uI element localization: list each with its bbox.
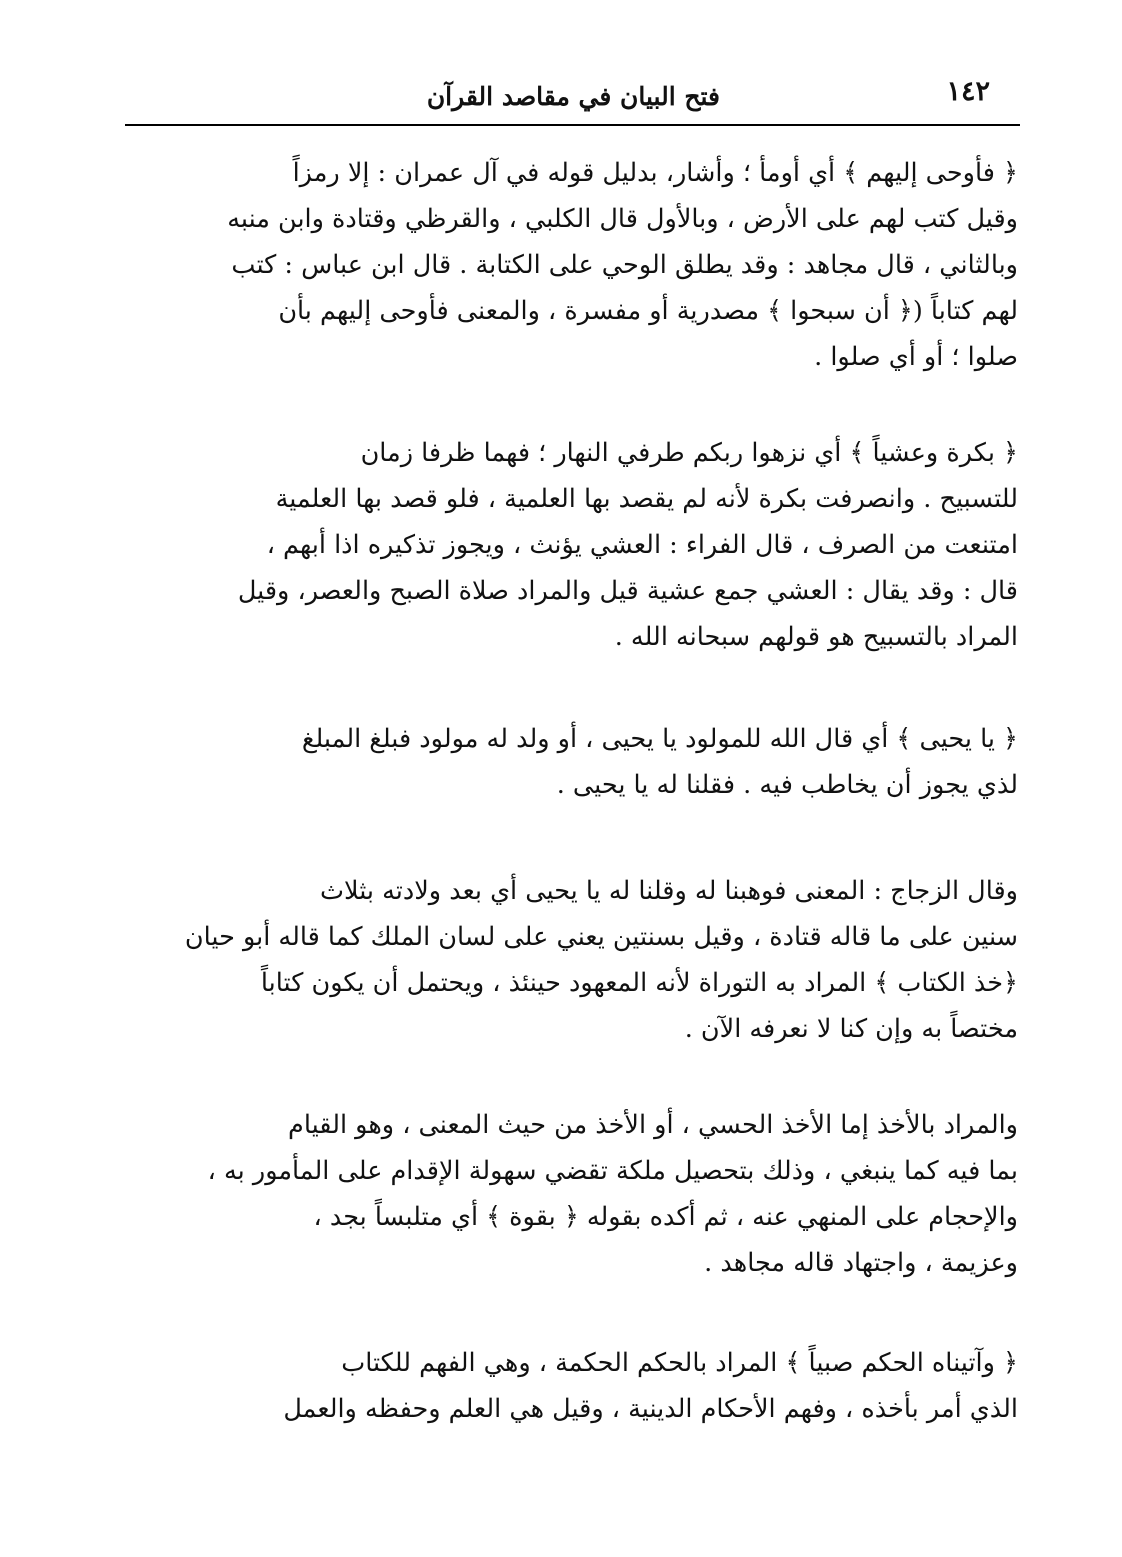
text-line: وقيل كتب لهم على الأرض ، وبالأول قال الكلبي ، والقرظي وقتادة وابن منبه: [227, 204, 1018, 234]
paragraph: [128, 716, 1018, 808]
text-line: قال : وقد يقال : العشي جمع عشية قيل والمراد صلاة الصبح والعصر، وقيل: [237, 576, 1018, 606]
paragraph: [128, 1340, 1018, 1432]
paragraph: [128, 1102, 1018, 1286]
text-line: لذي يجوز أن يخاطب فيه . فقلنا له يا يحيى .: [556, 770, 1018, 800]
text-line: لهم كتاباً (﴿ أن سبحوا ﴾ مصدرية أو مفسرة ، والمعنى فأوحى إليهم بأن: [278, 296, 1018, 326]
header-rule: [125, 124, 1020, 126]
text-line: بما فيه كما ينبغي ، وذلك بتحصيل ملكة تقضي سهولة الإقدام على المأمور به ،: [207, 1156, 1018, 1186]
paragraph: [128, 868, 1018, 1052]
text-line: وقال الزجاج : المعنى فوهبنا له وقلنا له يا يحيى أي بعد ولادته بثلاث: [320, 876, 1018, 906]
text-line: الذي أمر بأخذه ، وفهم الأحكام الدينية ، وقيل هي العلم وحفظه والعمل: [283, 1394, 1018, 1424]
page-body: [128, 150, 1018, 1432]
text-line: امتنعت من الصرف ، قال الفراء : العشي يؤنث ، ويجوز تذكيره اذا أبهم ،: [266, 530, 1018, 560]
text-line: سنين على ما قاله قتادة ، وقيل بسنتين يعني على لسان الملك كما قاله أبو حيان: [184, 922, 1018, 952]
text-line: وعزيمة ، واجتهاد قاله مجاهد .: [704, 1248, 1018, 1278]
text-line: وبالثاني ، قال مجاهد : وقد يطلق الوحي على الكتابة . قال ابن عباس : كتب: [231, 250, 1018, 280]
text-line: والإحجام على المنهي عنه ، ثم أكده بقوله ﴿ بقوة ﴾ أي متلبساً بجد ،: [313, 1202, 1018, 1232]
text-line: ﴿ يا يحيى ﴾ أي قال الله للمولود يا يحيى ، أو ولد له مولود فبلغ المبلغ: [301, 724, 1018, 754]
book-title: فتح البيان في مقاصد القرآن: [426, 82, 720, 111]
text-line: ﴿خذ الكتاب ﴾ المراد به التوراة لأنه المعهود حينئذ ، ويحتمل أن يكون كتاباً: [260, 968, 1018, 998]
text-line: للتسبيح . وانصرفت بكرة لأنه لم يقصد بها العلمية ، فلو قصد بها العلمية: [275, 484, 1018, 514]
text-line: ﴿ بكرة وعشياً ﴾ أي نزهوا ربكم طرفي النهار ؛ فهما ظرفا زمان: [360, 438, 1018, 468]
text-line: مختصاً به وإن كنا لا نعرفه الآن .: [684, 1014, 1018, 1044]
paragraph: [128, 430, 1018, 660]
page-number: ١٤٢: [946, 76, 990, 107]
text-line: ﴿ وآتيناه الحكم صبياً ﴾ المراد بالحكم الحكمة ، وهي الفهم للكتاب: [341, 1348, 1018, 1378]
text-line: المراد بالتسبيح هو قولهم سبحانه الله .: [614, 622, 1018, 652]
running-header: [125, 72, 1020, 122]
text-line: صلوا ؛ أو أي صلوا .: [814, 342, 1018, 372]
paragraph: [128, 150, 1018, 380]
text-line: ﴿ فأوحى إليهم ﴾ أي أومأ ؛ وأشار، بدليل قوله في آل عمران : إلا رمزاً: [292, 158, 1018, 188]
text-line: والمراد بالأخذ إما الأخذ الحسي ، أو الأخذ من حيث المعنى ، وهو القيام: [288, 1110, 1018, 1140]
